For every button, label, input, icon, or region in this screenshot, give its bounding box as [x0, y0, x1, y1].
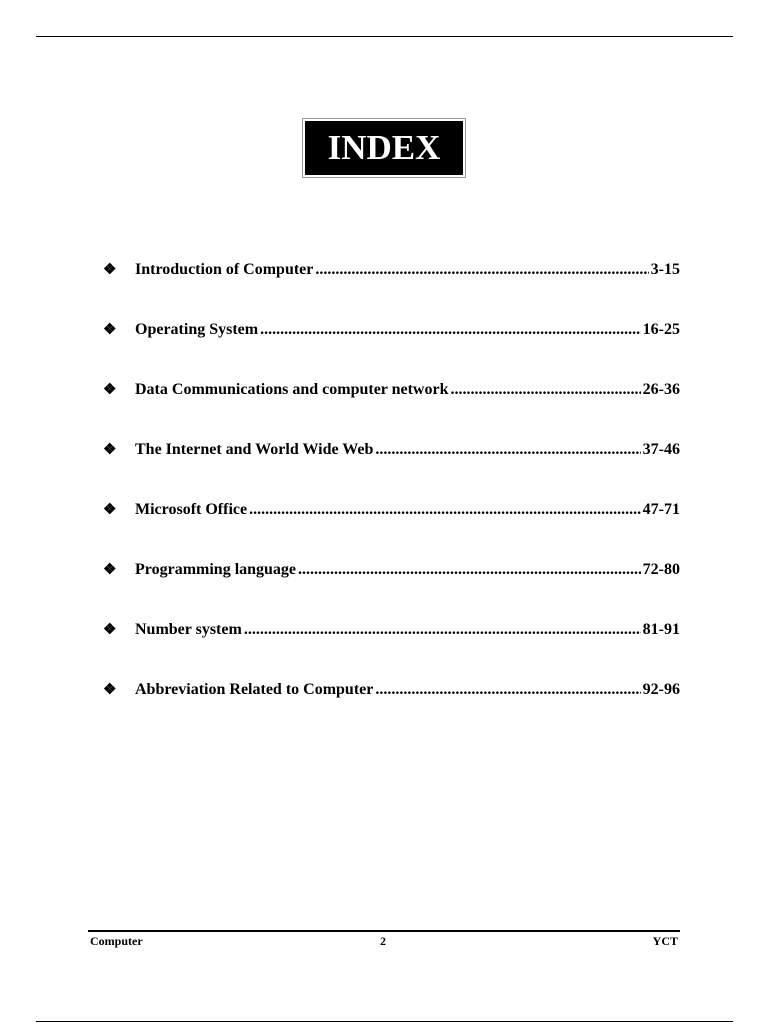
toc-entry[interactable]: [100, 260, 680, 320]
toc-entry-pages: 37-46: [642, 441, 680, 458]
toc-entry[interactable]: [100, 560, 680, 620]
toc-entry-pages: 47-71: [642, 501, 680, 518]
toc-entry-title: Data Communications and computer network: [135, 381, 449, 398]
toc-entry-title: The Internet and World Wide Web: [135, 441, 374, 458]
toc-entry-pages: 72-80: [642, 561, 680, 578]
page-number: 2: [380, 934, 386, 948]
table-of-contents: [100, 260, 680, 740]
dot-leader: [249, 501, 641, 519]
page-footer: [88, 934, 680, 950]
bottom-rule: [36, 1021, 733, 1022]
toc-entry-title: Programming language: [135, 561, 297, 578]
toc-entry[interactable]: [100, 620, 680, 680]
toc-entry-pages: 81-91: [642, 621, 680, 638]
four-diamond-bullet-icon: ❖: [103, 502, 117, 518]
dot-leader: [375, 681, 640, 699]
four-diamond-bullet-icon: ❖: [103, 382, 117, 398]
toc-entry[interactable]: [100, 500, 680, 560]
toc-entry-pages: 26-36: [642, 381, 680, 398]
dot-leader: [244, 621, 641, 639]
footer-subject: Computer: [90, 934, 143, 948]
four-diamond-bullet-icon: ❖: [103, 682, 117, 698]
dot-leader: [375, 441, 640, 459]
four-diamond-bullet-icon: ❖: [103, 322, 117, 338]
toc-entry-title: Microsoft Office: [135, 501, 248, 518]
dot-leader: [260, 321, 641, 339]
top-rule: [36, 36, 733, 37]
toc-entry-pages: 92-96: [642, 681, 680, 698]
toc-entry-pages: 16-25: [642, 321, 680, 338]
toc-entry[interactable]: [100, 320, 680, 380]
toc-entry-title: Number system: [135, 621, 242, 638]
toc-entry-title: Abbreviation Related to Computer: [135, 681, 374, 698]
toc-entry[interactable]: [100, 440, 680, 500]
four-diamond-bullet-icon: ❖: [103, 262, 117, 278]
toc-entry-title: Introduction of Computer: [135, 261, 314, 278]
toc-entry-title: Operating System: [135, 321, 259, 338]
dot-leader: [450, 381, 640, 399]
index-heading: INDEX: [305, 121, 463, 175]
index-heading-frame: [302, 118, 466, 178]
dot-leader: [315, 261, 648, 279]
dot-leader: [298, 561, 641, 579]
four-diamond-bullet-icon: ❖: [103, 442, 117, 458]
footer-rule: [88, 930, 680, 932]
four-diamond-bullet-icon: ❖: [103, 622, 117, 638]
toc-entry-pages: 3-15: [650, 261, 680, 278]
footer-publisher: YCT: [652, 934, 678, 948]
four-diamond-bullet-icon: ❖: [103, 562, 117, 578]
toc-entry[interactable]: [100, 680, 680, 740]
toc-entry[interactable]: [100, 380, 680, 440]
